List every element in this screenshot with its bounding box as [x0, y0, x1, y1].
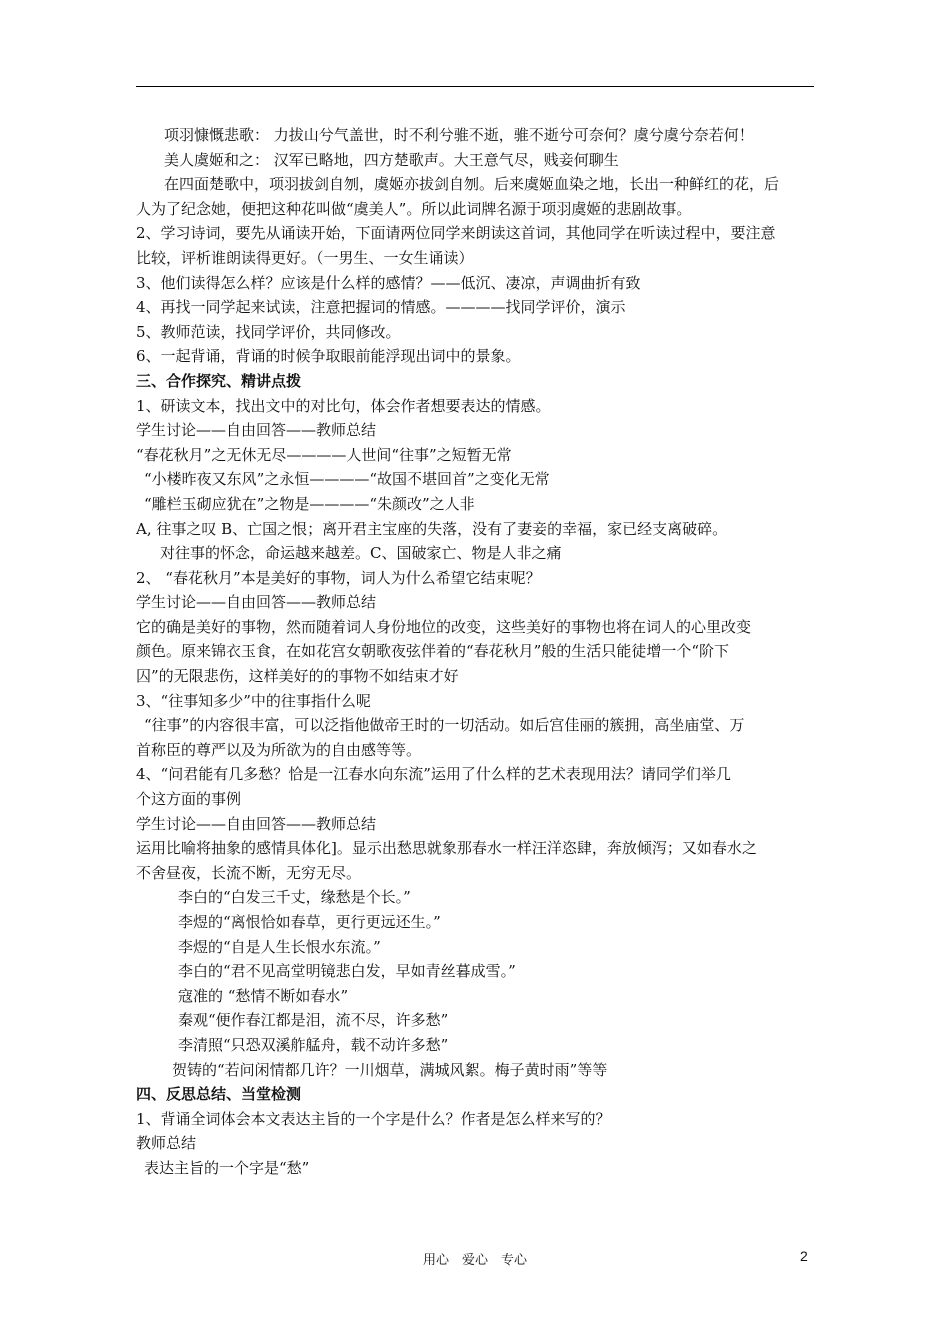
text-line: “小楼昨夜又东风”之永恒————“故国不堪回首”之变化无常 — [144, 470, 550, 489]
text-line: 表达主旨的一个字是“愁” — [144, 1158, 310, 1177]
text-line: “雕栏玉砌应犹在”之物是————“朱颜改”之人非 — [144, 494, 475, 513]
text-line: 5、教师范读，找同学评价，共同修改。 — [136, 322, 401, 341]
text-line: 美人虞姬和之： 汉军已略地，四方楚歌声。大王意气尽，贱妾何聊生 — [164, 150, 619, 169]
quote-line: 李煜的“离恨恰如春草，更行更远还生。” — [178, 913, 441, 931]
text-line: 人为了纪念她，便把这种花叫做“虞美人”。所以此词牌名源于项羽虞姬的悲剧故事。 — [136, 199, 692, 218]
quote-line: 李清照“只恐双溪舴艋舟，载不动许多愁” — [178, 1035, 449, 1054]
text-line: 运用比喻将抽象的感情具体化]。显示出愁思就象那春水一样汪洋恣肆，奔放倾泻；又如春水之 — [136, 839, 757, 858]
text-line: 在四面楚歌中，项羽拔剑自刎，虞姬亦拔剑自刎。后来虞姬血染之地，长出一种鲜红的花，后 — [164, 175, 780, 194]
document-body — [136, 123, 814, 1181]
text-line: 它的确是美好的事物，然而随着词人身份地位的改变，这些美好的事物也将在词人的心里改变 — [136, 617, 752, 636]
quote-line: 李煜的“自是人生长恨水东流。” — [178, 937, 381, 956]
text-line: 对往事的怀念，命运越来越差。C、国破家亡、物是人非之痛 — [160, 544, 562, 563]
quote-line: 贺铸的“若问闲情都几许？一川烟草，满城风絮。梅子黄时雨”等等 — [172, 1060, 608, 1079]
text-line: 比较，评析谁朗读得更好。（一男生、一女生诵读） — [136, 248, 474, 267]
quote-line: 李白的“白发三千丈，缘愁是个长。” — [178, 888, 411, 907]
page-footer: 用心 爱心 专心 — [422, 1253, 527, 1268]
text-line: 学生讨论——自由回答——教师总结 — [136, 421, 377, 440]
page-number: 2 — [800, 1248, 808, 1264]
text-line: 颜色。原来锦衣玉食，在如花宫女朝歌夜弦伴着的“春花秋月”般的生活只能徒增一个“阶下 — [136, 642, 730, 661]
section-heading: 四、反思总结、当堂检测 — [136, 1085, 302, 1104]
text-line: 4、“问君能有几多愁？恰是一江春水向东流”运用了什么样的艺术表现用法？请同学们举几 — [136, 765, 731, 784]
quote-line: 李白的“君不见高堂明镜悲白发，早如青丝暮成雪。” — [178, 962, 516, 981]
section-heading: 三、合作探究、精讲点拨 — [136, 371, 302, 390]
text-line: 2、学习诗词，要先从诵读开始，下面请两位同学来朗读这首词，其他同学在听读过程中，要注意 — [136, 224, 776, 243]
text-line: 3、“往事知多少”中的往事指什么呢 — [136, 691, 371, 710]
text-line: 个这方面的事例 — [136, 790, 242, 809]
header-rule — [136, 86, 814, 87]
text-line: 教师总结 — [136, 1134, 197, 1153]
text-line: “往事”的内容很丰富，可以泛指他做帝王时的一切活动。如后宫佳丽的簇拥，高坐庙堂、万 — [144, 716, 745, 735]
text-line: 6、一起背诵，背诵的时候争取眼前能浮现出词中的景象。 — [136, 347, 521, 366]
text-line: 3、他们读得怎么样？应该是什么样的感情？——低沉、凄凉，声调曲折有致 — [136, 273, 641, 292]
text-line: 不舍昼夜，长流不断，无穷无尽。 — [136, 863, 362, 882]
text-line: 学生讨论——自由回答——教师总结 — [136, 814, 377, 833]
text-line: 2、 “春花秋月”本是美好的事物，词人为什么希望它结束呢？ — [136, 568, 541, 587]
text-line: 学生讨论——自由回答——教师总结 — [136, 593, 377, 612]
text-line: 项羽慷慨悲歌： 力拔山兮气盖世，时不利兮骓不逝，骓不逝兮可奈何？虞兮虞兮奈若何！ — [164, 126, 754, 144]
text-line: 1、研读文本，找出文中的对比句，体会作者想要表达的情感。 — [136, 396, 551, 415]
text-line: 4、再找一同学起来试读，注意把握词的情感。————找同学评价，演示 — [136, 298, 626, 317]
quote-line: 寇准的 “愁情不断如春水” — [178, 986, 349, 1005]
quote-line: 秦观“便作春江都是泪，流不尽，许多愁” — [178, 1011, 449, 1030]
text-line: “春花秋月”之无休无尽————人世间“往事”之短暂无常 — [136, 445, 512, 464]
text-line: 囚”的无限悲伤，这样美好的的事物不如结束才好 — [136, 667, 459, 686]
text-line: 首称臣的尊严以及为所欲为的自由感等等。 — [136, 740, 422, 759]
text-line: 1、背诵全词体会本文表达主旨的一个字是什么？作者是怎么样来写的？ — [136, 1109, 611, 1128]
text-line: A, 往事之叹 B、亡国之恨；离开君主宝座的失落，没有了妻妾的幸福，家已经支离破碎。 — [136, 519, 728, 538]
